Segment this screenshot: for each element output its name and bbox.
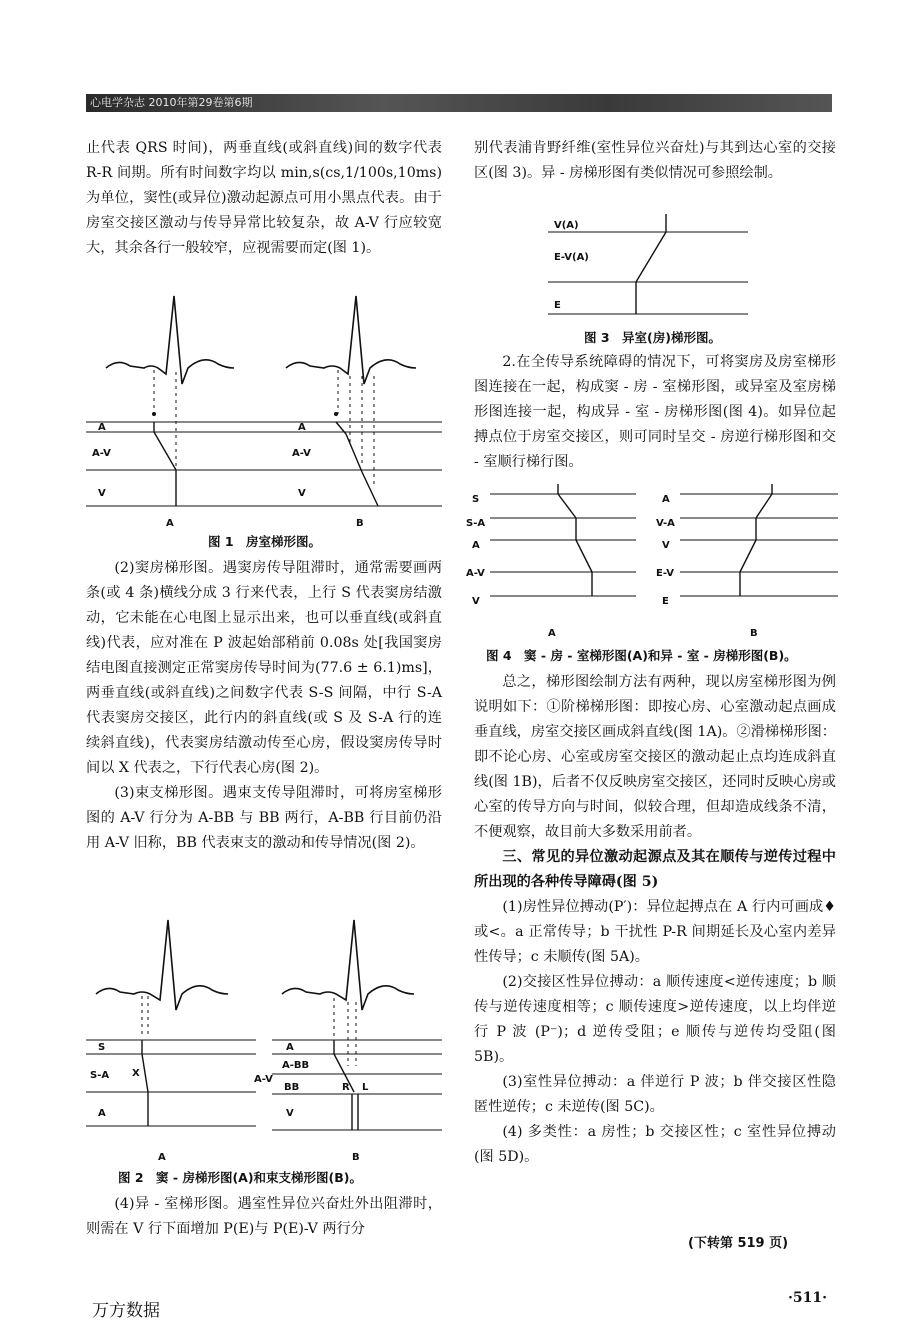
fig4b-row-va: V-A xyxy=(656,518,675,529)
ecg-waveform-2b xyxy=(282,920,414,1010)
fig2a-row-sa: S-A xyxy=(90,1070,110,1081)
left-paragraph-4: (4)异 - 室梯形图。遇室性异位兴奋灶外出阻滞时，则需在 V 行下面增加 P(E)与 P(E)-V 两行分 xyxy=(86,1196,442,1237)
journal-header: 心电学杂志 2010年第29卷第6期 xyxy=(90,96,253,109)
fig1-row-v-left: V xyxy=(98,488,106,499)
fig3-row-e: E xyxy=(554,300,561,311)
fig2b-row-a: A xyxy=(286,1042,294,1053)
fig2a-row-a: A xyxy=(98,1108,106,1119)
ecg-waveform-a xyxy=(106,296,234,384)
watermark-text: 万方数据 xyxy=(92,1301,160,1321)
figure-3 xyxy=(548,214,748,324)
fig1-panel-a: A xyxy=(166,518,174,529)
fig3-row-va: V(A) xyxy=(554,220,579,231)
fig1-row-v-right: V xyxy=(298,488,306,499)
left-paragraph-2: (2)窦房梯形图。遇窦房传导阻滞时，通常需要画两条(或 4 条)横线分成 3 行来代表，上行 S 代表窦房结激动，它未能在心电图上显示出来，也可以垂直线(或斜直线)代表，应对准在 P 波起始部稍前 0.08s 处[我国窦房结电图直接测定正常窦房传导时间为(77.6 ± 6.1)ms]，两垂直线(或斜直线)之间数字代表 S-S 间隔，中行 S-A 代表窦房交接区，此行内的斜直线(或 S 及 S-A 行的连续斜直线)，代表窦房结激动传至心房，假设窦房传导时间以 X 代表之，下行代表心房(图 2)。 (3)束支梯形图。遇束支传导阻滞时，可将房室梯形图的 A-V 行分为 A-BB 与 BB 两行，A-BB 行目前仍沿用 A-V 旧称，BB 代表束支的激动和传导情况(图 2)。 xyxy=(86,560,442,851)
ecg-waveform-2a xyxy=(96,920,228,1010)
continued-note: (下转第 519 页) xyxy=(688,1236,789,1251)
figure-1 xyxy=(86,294,442,530)
right-paragraph-3: 总之，梯形图绘制方法有两种，现以房室梯形图为例说明如下：①阶梯梯形图：即按心房、心室激动起点画成垂直线，房室交接区画成斜直线(图 1A)。②滑梯梯形图：即不论心房、心室或房室交接区的激动起止点均连成斜直线(图 1B)，后者不仅反映房室交接区，还同时反映心房或心室的传导方向与时间，似较合理，但却造成线条不清，不便观察，故目前大多数采用前者。 三、常见的异位激动起源点及其在顺传与逆传过程中所出现的各种传导障碍(图 5) (1)房性异位搏动(P′)：异位起搏点在 A 行内可画成♦或<。a 正常传导；b 干扰性 P-R 间期延长及心室内差异性传导；c 未顺传(图 5A)。 (2)交接区性异位搏动：a 顺传速度<逆传速度；b 顺传与逆传速度相等；c 顺传速度>逆传速度，以上均伴逆行 P 波 (P⁻)；d 逆传受阻；e 顺传与逆传均受阻(图 5B)。 (3)室性异位搏动：a 伴逆行 P 波；b 伴交接区性隐匿性逆传；c 未逆传(图 5C)。 (4) 多类性：a 房性；b 交接区性；c 室性异位搏动(图 5D)。 xyxy=(474,674,836,1165)
right-paragraph-1: 别代表浦肯野纤维(室性异位兴奋灶)与其到达心室的交接区(图 3)。异 - 房梯形图有类似情况可参照绘制。 xyxy=(474,140,836,181)
fig4b-row-ev: E-V xyxy=(656,568,674,579)
ecg-waveform-b xyxy=(286,296,416,384)
figure-2 xyxy=(86,916,442,1166)
fig4b-row-a: A xyxy=(662,494,670,505)
fig4-panel-a: A xyxy=(548,628,556,639)
fig4a-row-sa: S-A xyxy=(466,518,486,529)
fig3-row-eva: E-V(A) xyxy=(554,252,589,263)
fig2-panel-b: B xyxy=(352,1152,360,1163)
fig1-row-a-right: A xyxy=(298,422,306,433)
fig4b-row-e: E xyxy=(662,596,669,607)
figure-4-caption: 图 4 窦 - 房 - 室梯形图(A)和异 - 室 - 房梯形图(B)。 xyxy=(486,648,797,663)
figure-4 xyxy=(466,484,838,642)
fig4a-row-a: A xyxy=(472,540,480,551)
section-heading-3: 三、常见的异位激动起源点及其在顺传与逆传过程中所出现的各种传导障碍(图 5) xyxy=(474,849,836,890)
fig2b-mark-l: L xyxy=(362,1082,369,1093)
fig2b-row-abb: A-BB xyxy=(282,1060,310,1071)
fig1-panel-b: B xyxy=(356,518,364,529)
right-paragraph-2: 2.在全传导系统障碍的情况下，可将窦房及房室梯形图连接在一起，构成窦 - 房 - 室梯形图，或异室及室房梯形图连接一起，构成异 - 室 - 房梯形图(图 4)。如异位起搏点位于房室交接区，则可同时呈交 - 房逆行梯形图和交 - 室顺行梯行图。 xyxy=(474,354,836,470)
fig4a-row-s: S xyxy=(472,494,480,505)
figure-2-caption: 图 2 窦 - 房梯形图(A)和束支梯形图(B)。 xyxy=(118,1170,362,1185)
fig2-panel-a: A xyxy=(158,1152,166,1163)
fig4-panel-b: B xyxy=(750,628,758,639)
fig2b-row-v: V xyxy=(286,1108,294,1119)
fig2a-row-s: S xyxy=(98,1042,106,1053)
page-number: ·511· xyxy=(788,1290,827,1306)
fig2a-mark-x: X xyxy=(132,1068,140,1079)
fig2b-row-av: A-V xyxy=(254,1074,273,1085)
fig4a-row-av: A-V xyxy=(466,568,485,579)
fig2b-mark-r: R xyxy=(342,1082,350,1093)
fig1-row-av-left: A-V xyxy=(92,448,111,459)
left-paragraph-1: 止代表 QRS 时间)，两垂直线(或斜直线)间的数字代表 R-R 间期。所有时间数字均以 min,s(cs,1/100s,10ms)为单位，窦性(或异位)激动起源点可用小黑点代表。由于房室交接区激动与传导异常比较复杂，故 A-V 行应较宽大，其余各行一般较窄，应视需要而定(图 1)。 xyxy=(86,140,442,256)
fig2b-row-bb: BB xyxy=(284,1082,300,1093)
figure-1-caption: 图 1 房室梯形图。 xyxy=(208,534,322,549)
figure-3-caption: 图 3 异室(房)梯形图。 xyxy=(584,330,721,345)
fig4b-row-v: V xyxy=(662,540,670,551)
fig1-row-a-left: A xyxy=(98,422,106,433)
fig4a-row-v: V xyxy=(472,596,480,607)
fig1-row-av-right: A-V xyxy=(292,448,311,459)
